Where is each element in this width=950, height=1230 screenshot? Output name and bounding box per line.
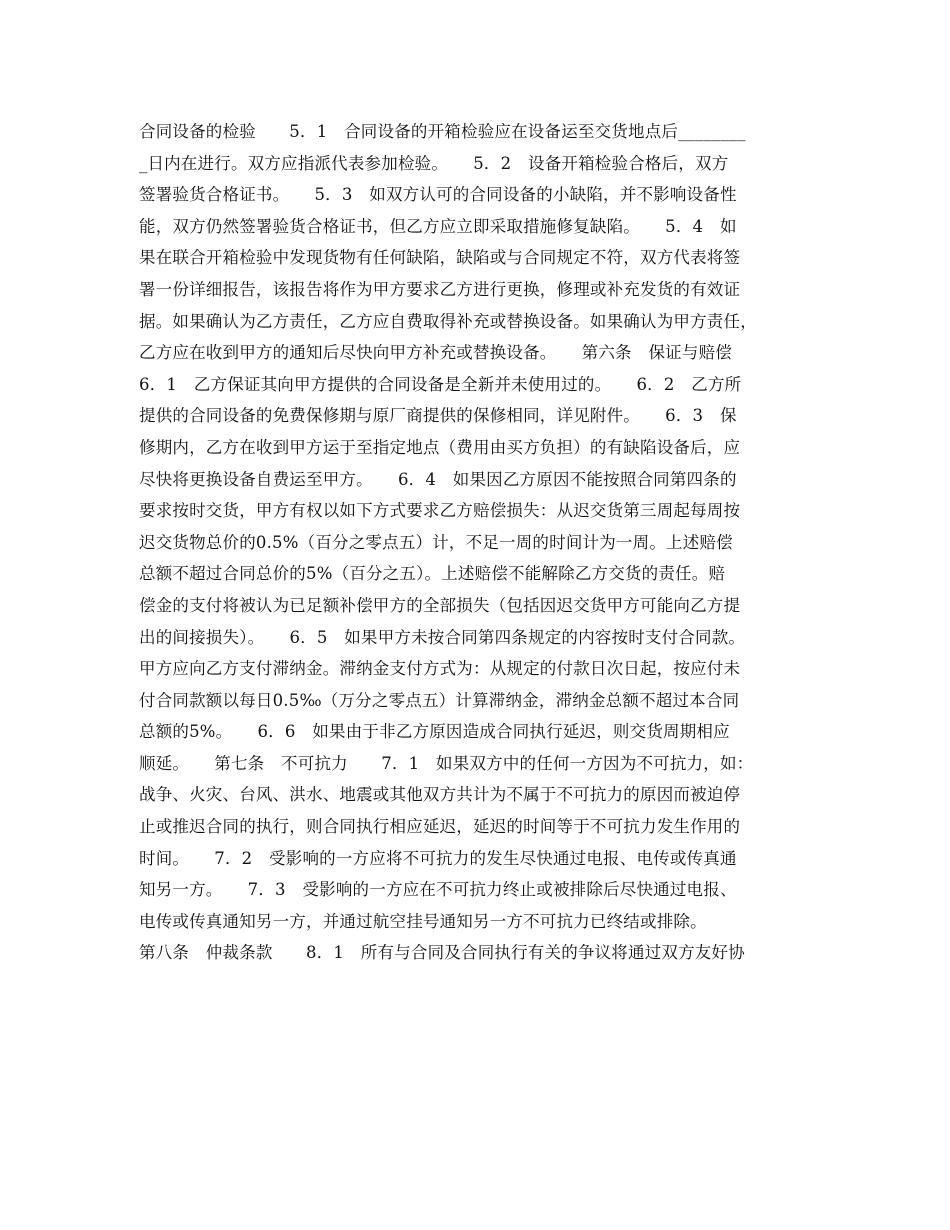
text-line: 总额不超过合同总价的5%（百分之五）。上述赔偿不能解除乙方交货的责任。赔 [139, 564, 726, 584]
text-line: 止或推迟合同的执行，则合同执行相应延迟，延迟的时间等于不可抗力发生作用的 [139, 817, 741, 837]
text-line: 尽快将更换设备自费运至甲方。 6．4 如果因乙方原因不能按照合同第四条的 [139, 469, 737, 489]
text-line: 果在联合开箱检验中发现货物有任何缺陷，缺陷或与合同规定不符，双方代表将签 [139, 248, 741, 268]
text-line: 合同设备的检验 5．1 合同设备的开箱检验应在设备运至交货地点后________ [139, 122, 746, 141]
text-line: 时间。 7．2 受影响的一方应将不可抗力的发生尽快通过电报、电传或传真通 [139, 848, 737, 868]
text-line: 要求按时交货，甲方有权以如下方式要求乙方赔偿损失：从迟交货第三周起每周按 [139, 501, 741, 521]
text-line: 能，双方仍然签署验货合格证书，但乙方应立即采取措施修复缺陷。 5．4 如 [139, 216, 737, 236]
text-line: 总额的5%。 6．6 如果由于非乙方原因造成合同执行延迟，则交货周期相应 [139, 722, 730, 742]
text-line: 迟交货物总价的0.5%（百分之零点五）计，不足一周的时间计为一周。上述赔偿 [139, 532, 733, 552]
text-line: _日内在进行。双方应指派代表参加检验。 5．2 设备开箱检验合格后，双方 [139, 153, 729, 173]
text-line: 乙方应在收到甲方的通知后尽快向甲方补充或替换设备。 第六条 保证与赔偿 [139, 343, 732, 363]
text-line: 战争、火灾、台风、洪水、地震或其他双方共计为不属于不可抗力的原因而被迫停 [139, 785, 741, 805]
text-line: 出的间接损失）。 6．5 如果甲方未按合同第四条规定的内容按时支付合同款。 [139, 627, 746, 647]
document-body [139, 116, 819, 969]
text-line: 6．1 乙方保证其向甲方提供的合同设备是全新并未使用过的。 6．2 乙方所 [139, 374, 742, 394]
text-line: 偿金的支付将被认为已足额补偿甲方的全部损失（包括因迟交货甲方可能向乙方提 [139, 595, 741, 615]
text-line: 顺延。 第七条 不可抗力 7．1 如果双方中的任何一方因为不可抗力，如： [139, 753, 754, 773]
text-line: 付合同款额以每日0.5‰（万分之零点五）计算滞纳金，滞纳金总额不超过本合同 [139, 690, 740, 710]
text-line: 署一份详细报告，该报告将作为甲方要求乙方进行更换，修理或补充发货的有效证 [139, 279, 741, 299]
text-line: 电传或传真通知另一方，并通过航空挂号通知另一方不可抗力已终结或排除。 [139, 911, 707, 931]
text-line: 签署验货合格证书。 5．3 如双方认可的合同设备的小缺陷，并不影响设备性 [139, 185, 737, 205]
text-line: 据。如果确认为乙方责任，乙方应自费取得补充或替换设备。如果确认为甲方责任， [139, 311, 757, 331]
text-line: 提供的合同设备的免费保修期与原厂商提供的保修相同，详见附件。 6．3 保 [139, 406, 737, 426]
text-line: 修期内，乙方在收到甲方运于至指定地点（费用由买方负担）的有缺陷设备后，应 [139, 437, 741, 457]
text-line: 甲方应向乙方支付滞纳金。滞纳金支付方式为：从规定的付款日次日起，按应付未 [139, 659, 741, 679]
text-line: 第八条 仲裁条款 8．1 所有与合同及合同执行有关的争议将通过双方友好协 [139, 943, 745, 963]
text-line: 知另一方。 7．3 受影响的一方应在不可抗力终止或被排除后尽快通过电报、 [139, 880, 737, 900]
